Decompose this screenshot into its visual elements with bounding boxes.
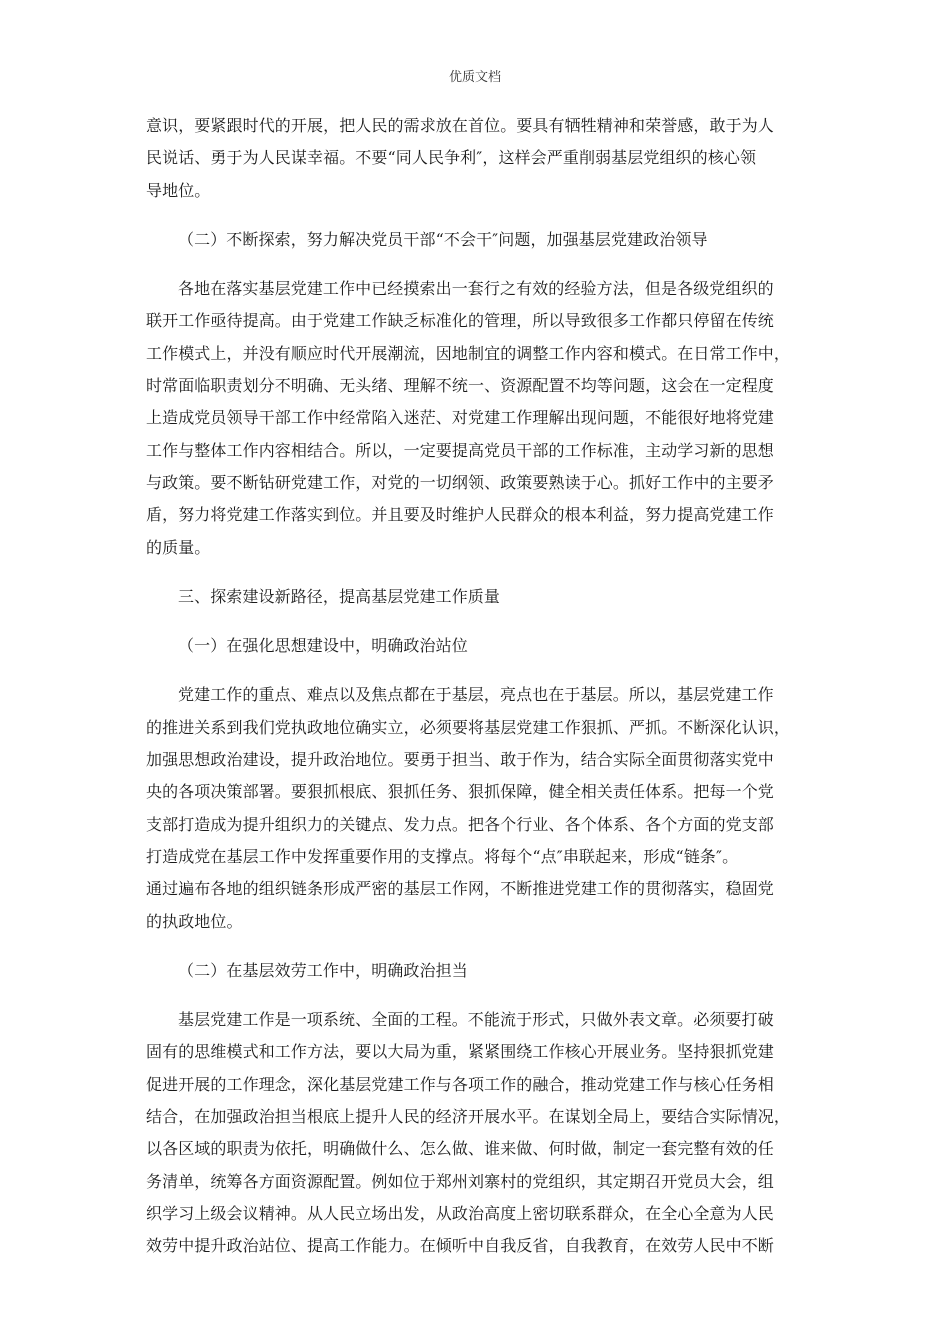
- text-line: 党建工作的重点、难点以及焦点都在于基层，亮点也在于基层。所以，基层党建工作: [178, 685, 774, 705]
- text-line: 基层党建工作是一项系统、全面的工程。不能流于形式，只做外表文章。必须要打破: [178, 1010, 774, 1030]
- text-line: 导地位。: [146, 180, 211, 200]
- text-line: 的推进关系到我们党执政地位确实立，必须要将基层党建工作狠抓、严抓。不断深化认识，: [146, 717, 791, 737]
- text-line: 的质量。: [146, 537, 211, 557]
- text-line: 加强思想政治建设，提升政治地位。要勇于担当、敢于作为，结合实际全面贯彻落实党中: [146, 750, 774, 770]
- text-line: 的执政地位。: [146, 911, 243, 931]
- text-line: 织学习上级会议精神。从人民立场出发，从政治高度上密切联系群众，在全心全意为人民: [146, 1203, 774, 1223]
- section-heading: [146, 581, 806, 613]
- text-line: 结合，在加强政治担当根底上提升人民的经济开展水平。在谋划全局上，要结合实际情况，: [146, 1107, 791, 1127]
- text-line: 工作模式上，并没有顺应时代开展潮流，因地制宜的调整工作内容和模式。在日常工作中，: [146, 343, 791, 363]
- heading-line: （二）不断探索，努力解决党员干部“不会干″问题，加强基层党建政治领导: [178, 229, 708, 249]
- subheading: [146, 955, 806, 987]
- text-line: 固有的思维模式和工作方法，要以大局为重，紧紧围绕工作核心开展业务。坚持狠抓党建: [146, 1042, 774, 1062]
- text-line: 央的各项决策部署。要狠抓根底、狠抓任务、狠抓保障，健全相关责任体系。把每一个党: [146, 782, 774, 802]
- heading-line: （二）在基层效劳工作中，明确政治担当: [178, 960, 468, 980]
- text-line: 促进开展的工作理念，深化基层党建工作与各项工作的融合，推动党建工作与核心任务相: [146, 1074, 774, 1094]
- text-line: 效劳中提升政治站位、提高工作能力。在倾听中自我反省，自我教育，在效劳人民中不断: [146, 1236, 774, 1256]
- text-line: 联开工作亟待提高。由于党建工作缺乏标准化的管理，所以导致很多工作都只停留在传统: [146, 311, 774, 331]
- text-line: 通过遍布各地的组织链条形成严密的基层工作网，不断推进党建工作的贯彻落实，稳固党: [146, 879, 774, 899]
- text-line: 务清单，统筹各方面资源配置。例如位于郑州刘寨村的党组织，其定期召开党员大会，组: [146, 1171, 774, 1191]
- text-line: 上造成党员领导干部工作中经常陷入迷茫、对党建工作理解出现问题，不能很好地将党建: [146, 408, 774, 428]
- text-line: 与政策。要不断钻研党建工作，对党的一切纲领、政策要熟读于心。抓好工作中的主要矛: [146, 472, 774, 492]
- text-line: 意识，要紧跟时代的开展，把人民的需求放在首位。要具有牺牲精神和荣誉感，敢于为人: [146, 116, 774, 135]
- paragraph-continuation: [146, 110, 806, 207]
- subheading: [146, 224, 806, 256]
- text-line: 以各区域的职责为依托，明确做什么、怎么做、谁来做、何时做，制定一套完整有效的任: [146, 1139, 774, 1159]
- subheading: [146, 630, 806, 662]
- heading-line: （一）在强化思想建设中，明确政治站位: [178, 636, 468, 656]
- text-line: 打造成党在基层工作中发挥重要作用的支撑点。将每个“点″串联起来，形成“链条″。: [146, 846, 739, 866]
- heading-line: 三、探索建设新路径，提高基层党建工作质量: [178, 586, 501, 606]
- text-line: 民说话、勇于为人民谋幸福。不要“同人民争利″，这样会严重削弱基层党组织的核心领: [146, 148, 757, 168]
- paragraph: [146, 273, 806, 564]
- text-line: 盾，努力将党建工作落实到位。并且要及时维护人民群众的根本利益，努力提高党建工作: [146, 505, 774, 525]
- page-header: 优质文档: [448, 70, 501, 85]
- text-line: 时常面临职责划分不明确、无头绪、理解不统一、资源配置不均等问题，这会在一定程度: [146, 376, 774, 396]
- text-line: 支部打造成为提升组织力的关键点、发力点。把各个行业、各个体系、各个方面的党支部: [146, 814, 774, 834]
- text-line: 工作与整体工作内容相结合。所以，一定要提高党员干部的工作标准，主动学习新的思想: [146, 440, 774, 460]
- paragraph: [146, 1004, 806, 1262]
- text-line: 各地在落实基层党建工作中已经摸索出一套行之有效的经验方法，但是各级党组织的: [178, 279, 774, 299]
- paragraph: [146, 679, 806, 937]
- document-body: [146, 110, 806, 1263]
